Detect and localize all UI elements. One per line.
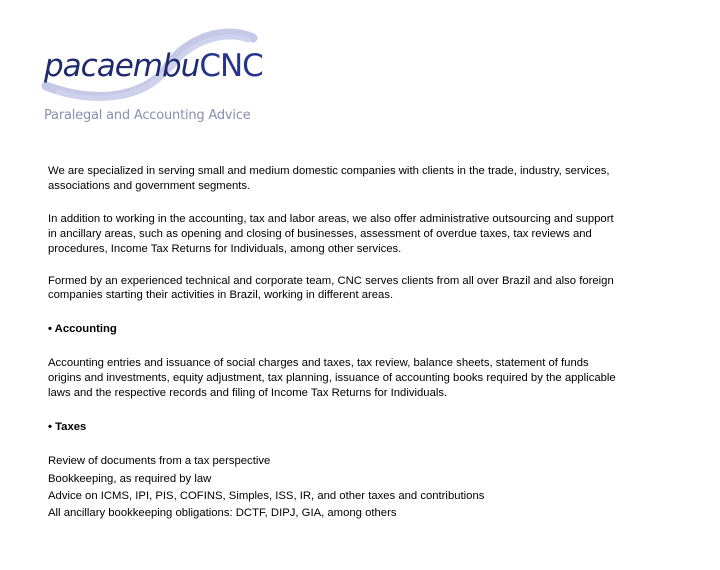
brand-lower: pacaembu <box>44 48 200 84</box>
text-line: laws and the respective records and filing of Income Tax Returns for Individuals. <box>48 387 448 399</box>
list-item: All ancillary bookkeeping obligations: DCTF, DIPJ, GIA, among others <box>48 507 397 519</box>
text-line: Formed by an experienced technical and corporate team, CNC serves clients from all over Brazil and also foreign <box>48 275 614 287</box>
list-item: Bookkeeping, as required by law <box>48 473 212 485</box>
section-heading: • Taxes <box>48 421 87 433</box>
text-line: origins and investments, equity adjustment, tax planning, issuance of accounting books required by the applicable <box>48 372 616 384</box>
text-line: companies starting their activities in Brazil, working in different areas. <box>48 289 394 301</box>
text-line: Accounting entries and issuance of social charges and taxes, tax review, balance sheets, statement of funds <box>48 357 589 369</box>
text-line: associations and government segments. <box>48 180 251 192</box>
brand-name <box>44 48 263 84</box>
text-line: We are specialized in serving small and medium domestic companies with clients in the trade, industry, services, <box>48 165 610 177</box>
tagline: Paralegal and Accounting Advice <box>44 108 251 123</box>
list-item: Review of documents from a tax perspective <box>48 455 271 467</box>
section-heading: • Accounting <box>48 323 117 335</box>
company-logo <box>38 26 268 131</box>
text-line: procedures, Income Tax Returns for Individuals, among other services. <box>48 243 402 255</box>
brand-upper: CNC <box>199 48 263 84</box>
text-line: in ancillary areas, such as opening and closing of businesses, assessment of overdue taxes, tax reviews and <box>48 228 592 240</box>
text-line: In addition to working in the accounting, tax and labor areas, we also offer administrative outsourcing and support <box>48 213 614 225</box>
list-item: Advice on ICMS, IPI, PIS, COFINS, Simples, ISS, IR, and other taxes and contributions <box>48 490 485 502</box>
